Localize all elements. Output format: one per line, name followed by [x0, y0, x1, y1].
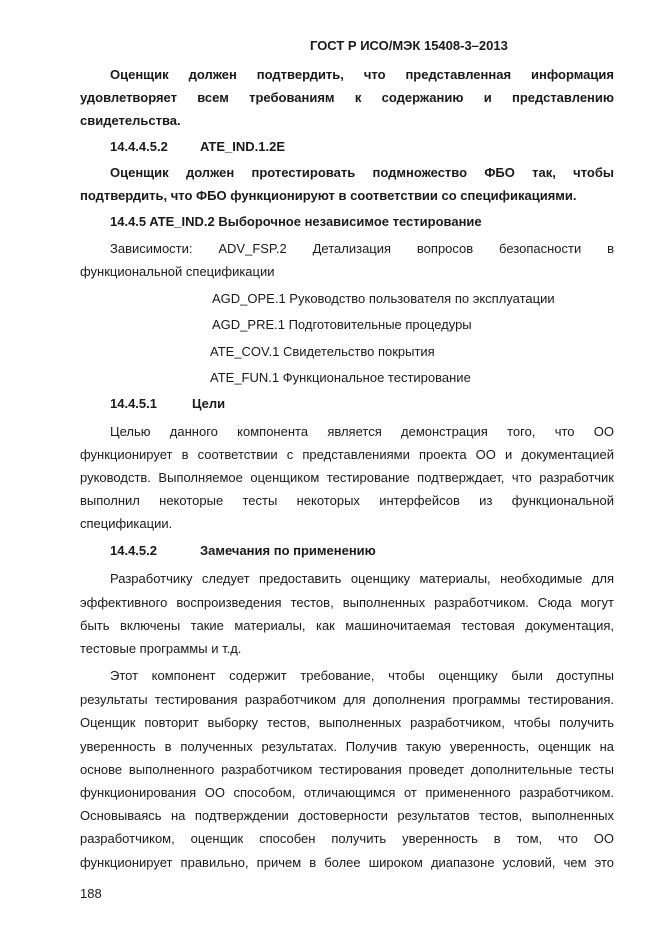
paragraph-line: удовлетворяет всем требованиям к содержанию и представлению — [80, 90, 614, 105]
page-number: 188 — [80, 886, 102, 901]
section-number: 14.4.4.5.2 — [110, 139, 168, 154]
paragraph-line: функционирует в соответствии с представлениями проекта ОО и документацией — [80, 447, 614, 462]
paragraph-line: быть включены такие материалы, как машиночитаемая тестовая документация, — [80, 618, 614, 633]
paragraph-line: Основываясь на подтверждении достоверности результатов тестов, выполненных — [80, 808, 614, 823]
dependency-item: AGD_OPE.1 Руководство пользователя по эксплуатации — [212, 291, 555, 306]
paragraph-line: функционирует правильно, причем в более широком диапазоне условий, чем это — [80, 855, 614, 870]
section-heading — [110, 396, 225, 412]
section-title: Замечания по применению — [200, 543, 376, 558]
paragraph-line: функционирования ОО способом, отличающимся от примененного разработчиком. — [80, 785, 614, 800]
dependencies-line: функциональной спецификации — [80, 264, 275, 279]
paragraph-line: Оценщик должен подтвердить, что представленная информация — [110, 67, 614, 82]
paragraph-line: подтвердить, что ФБО функционируют в соответствии со спецификациями. — [80, 188, 577, 203]
paragraph-line: спецификации. — [80, 516, 173, 531]
paragraph-line: Разработчику следует предоставить оценщику материалы, необходимые для — [110, 571, 614, 586]
paragraph-line: результаты тестирования разработчиком для дополнения программы тестирования. — [80, 692, 614, 707]
paragraph-line: разработчиком, оценщик способен получить уверенность в том, что ОО — [80, 831, 614, 846]
paragraph-line: Этот компонент содержит требование, чтобы оценщику были доступны — [110, 668, 614, 683]
section-number: 14.4.5.1 — [110, 396, 157, 411]
dependency-item: ATE_COV.1 Свидетельство покрытия — [210, 344, 435, 359]
paragraph-line: Оценщик повторит выборку тестов, выполненных разработчиком, чтобы получить — [80, 715, 614, 730]
section-number: 14.4.5.2 — [110, 543, 157, 558]
paragraph-line: эффективного воспроизведения тестов, выполненных разработчиком. Сюда могут — [80, 595, 614, 610]
section-heading — [110, 139, 285, 155]
section-heading: 14.4.5 ATE_IND.2 Выборочное независимое тестирование — [110, 214, 482, 229]
paragraph-line: свидетельства. — [80, 113, 181, 128]
document-standard-header: ГОСТ Р ИСО/МЭК 15408-3–2013 — [310, 38, 508, 53]
dependencies-line: Зависимости: ADV_FSP.2 Детализация вопросов безопасности в — [110, 241, 614, 256]
paragraph-line: тестовые программы и т.д. — [80, 641, 242, 656]
paragraph-line: Целью данного компонента является демонстрация того, что ОО — [110, 424, 614, 439]
dependency-item: AGD_PRE.1 Подготовительные процедуры — [212, 317, 472, 332]
paragraph-line: выполнил некоторые тесты некоторых интерфейсов из функциональной — [80, 493, 614, 508]
paragraph-line: руководств. Выполняемое оценщиком тестирование подтверждает, что разработчик — [80, 470, 614, 485]
section-heading — [110, 543, 376, 559]
paragraph-line: уверенность в полученных результатах. Получив такую уверенность, оценщик на — [80, 739, 614, 754]
section-title: Цели — [192, 396, 226, 411]
dependency-item: ATE_FUN.1 Функциональное тестирование — [210, 370, 471, 385]
paragraph-line: Оценщик должен протестировать подмножество ФБО так, чтобы — [110, 165, 614, 180]
paragraph-line: основе выполненного разработчиком тестирования проведет дополнительные тесты — [80, 762, 614, 777]
section-title: ATE_IND.1.2E — [200, 139, 286, 154]
